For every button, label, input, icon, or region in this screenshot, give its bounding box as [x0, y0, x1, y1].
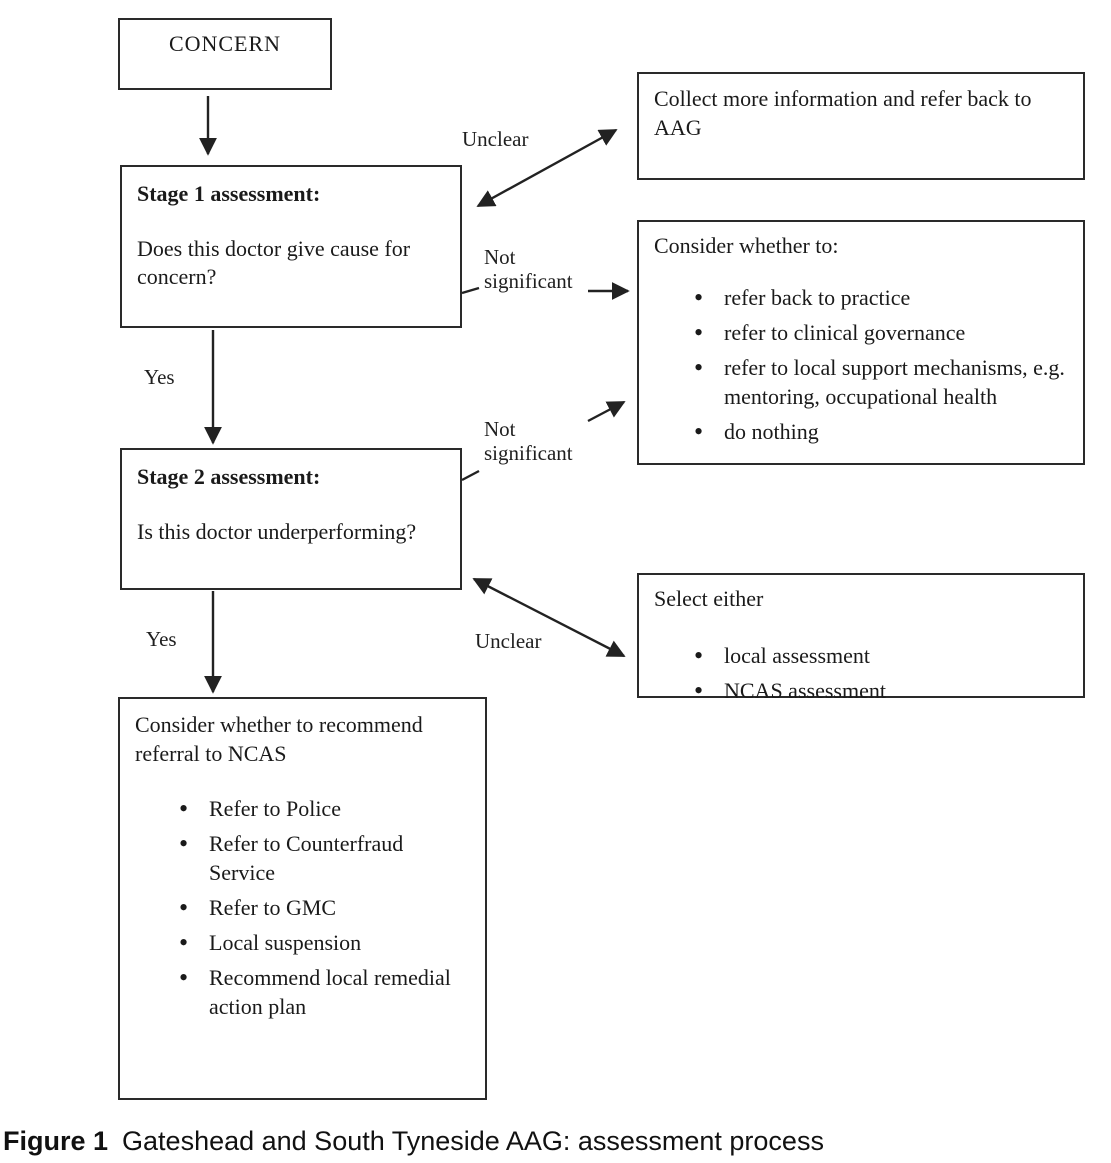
node-recommend-ncas: [118, 697, 487, 1100]
list-item: • do nothing: [694, 417, 1068, 446]
select-either-list: [654, 641, 1068, 705]
node-stage2-assessment: [120, 448, 462, 590]
list-item: • Local suspension: [179, 928, 470, 957]
edge-label-not-significant-stage1: Not significant: [484, 245, 573, 293]
select-either-title: Select either: [654, 586, 764, 611]
collect-information-text: Collect more information and refer back to AAG: [654, 86, 1032, 140]
figure-caption-text: Gateshead and South Tyneside AAG: assessment process: [122, 1126, 824, 1156]
node-select-either: [637, 573, 1085, 703]
tick-notsig-stage2: [462, 471, 479, 480]
node-consider-options: [637, 220, 1085, 465]
consider-options-title: Consider whether to:: [654, 233, 839, 258]
concern-label: CONCERN: [168, 31, 282, 56]
list-item: • refer to local support mechanisms, e.g. mentoring, occupational health: [694, 353, 1068, 411]
recommend-ncas-list: [135, 794, 470, 1021]
stage1-title: Stage 1 assessment:: [137, 181, 321, 206]
list-item: • refer back to practice: [694, 283, 1068, 312]
tick-notsig-stage1: [462, 288, 479, 293]
figure-caption-label: Figure 1: [3, 1126, 109, 1156]
figure-caption: [3, 1126, 824, 1157]
edge-label-unclear-stage2: Unclear: [475, 629, 542, 653]
stage2-title: Stage 2 assessment:: [137, 464, 321, 489]
arrow-notsig-stage2-consider: [588, 402, 624, 421]
list-item: • Recommend local remedial action plan: [179, 963, 470, 1021]
edge-label-unclear-stage1: Unclear: [462, 127, 529, 151]
edge-label-not-significant-stage2: Not significant: [484, 417, 573, 465]
list-item: • Refer to Police: [179, 794, 470, 823]
list-item: • refer to clinical governance: [694, 318, 1068, 347]
edge-label-yes-stage2: Yes: [146, 627, 177, 651]
stage2-question: Is this doctor underperforming?: [137, 518, 417, 544]
node-collect-information: [637, 72, 1085, 180]
edge-label-yes-stage1: Yes: [144, 365, 175, 389]
list-item: • Refer to GMC: [179, 893, 470, 922]
list-item: • local assessment: [694, 641, 1068, 670]
consider-options-list: [654, 283, 1068, 446]
stage1-question: Does this doctor give cause for concern?: [137, 235, 411, 290]
list-item: • Refer to Counterfraud Service: [179, 829, 470, 887]
node-concern: [118, 18, 332, 90]
recommend-ncas-title: Consider whether to recommend referral to NCAS: [135, 712, 423, 766]
list-item: • NCAS assessment: [694, 676, 1068, 705]
node-stage1-assessment: [120, 165, 462, 328]
